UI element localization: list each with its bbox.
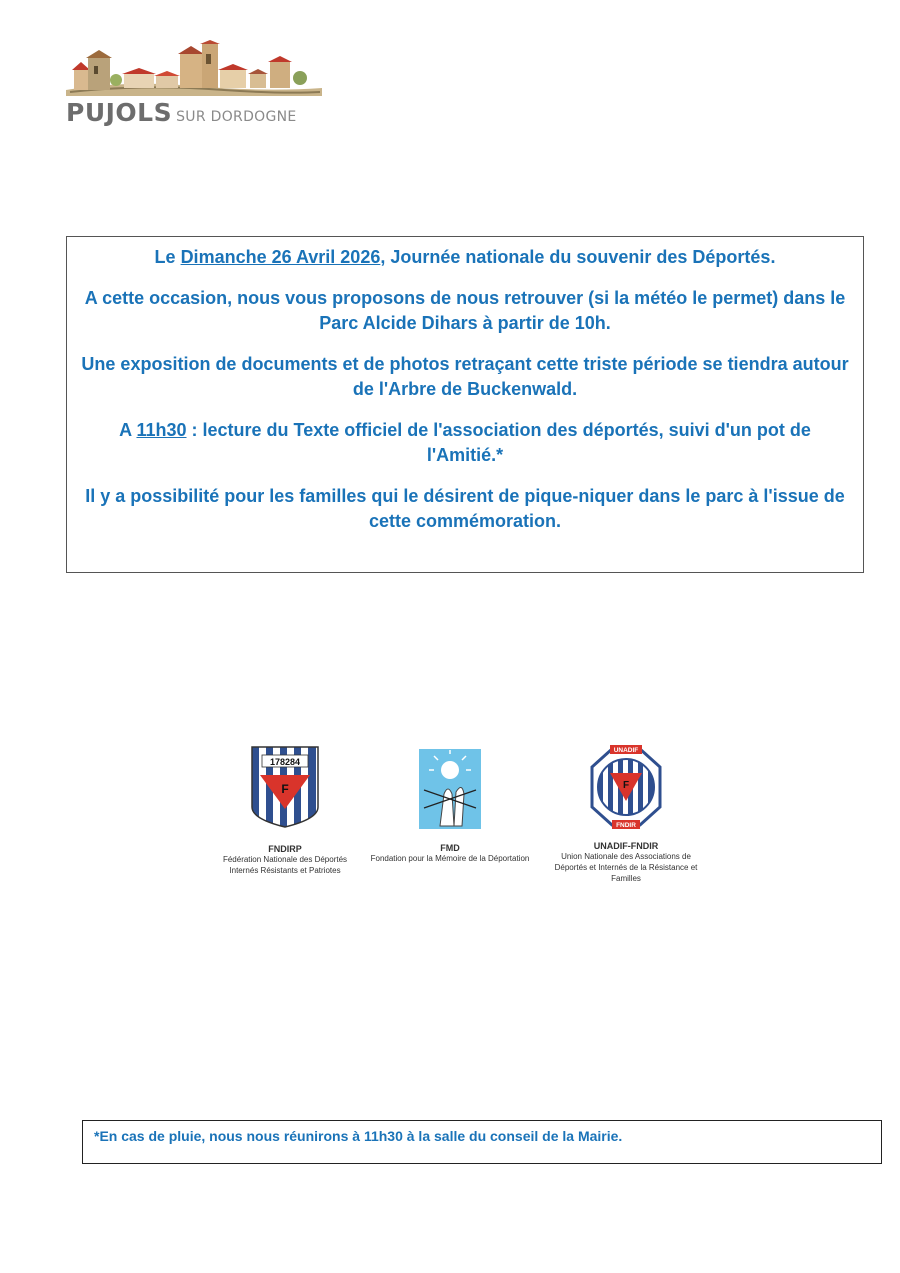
- pujols-logo: [64, 40, 326, 130]
- rain-notice-text: *En cas de pluie, nous nous réunirons à 11h30 à la salle du conseil de la Mairie.: [94, 1128, 623, 1144]
- badge-number: 178284: [269, 757, 301, 767]
- org-fmd: [360, 748, 540, 864]
- striped-shield-red-triangle-icon: [250, 745, 320, 829]
- org-fndirp: [210, 745, 360, 876]
- org-unadif-fndir: [546, 745, 706, 884]
- organization-logos: [210, 745, 710, 895]
- event-time: 11h30: [136, 420, 187, 440]
- org-abbr: FMD: [440, 843, 460, 853]
- org-full-name: Fondation pour la Mémoire de la Déportation: [370, 854, 530, 863]
- org-abbr: UNADIF-FNDIR: [593, 841, 659, 851]
- logo-name-sub: SUR DORDOGNE: [176, 109, 297, 125]
- announcement-paragraph-reading: [79, 418, 851, 468]
- logo-name-main: PUJOLS: [66, 98, 173, 127]
- hands-barbed-wire-sun-icon: [418, 748, 482, 830]
- badge-letter: F: [622, 780, 630, 791]
- announcement-text: A: [119, 420, 137, 440]
- octagon-striped-circle-red-triangle-icon: [586, 745, 666, 829]
- announcement-paragraph-date: [79, 245, 851, 270]
- badge-top-text: UNADIF: [613, 747, 639, 754]
- village-houses-illustration: [64, 40, 326, 100]
- announcement-text: , Journée nationale du souvenir des Déportés.: [380, 247, 776, 267]
- rain-notice-box: [82, 1120, 882, 1164]
- org-abbr: FNDIRP: [268, 844, 302, 854]
- badge-letter: F: [281, 782, 289, 796]
- org-full-name: Fédération Nationale des Déportés Internés Résistants et Patriotes: [222, 855, 348, 875]
- logo-wordmark: [66, 98, 297, 127]
- announcement-box: [66, 236, 864, 573]
- announcement-text: : lecture du Texte officiel de l'association des déportés, suivi d'un pot de l'Amitié.*: [186, 420, 811, 465]
- badge-bottom-text: FNDIR: [616, 822, 636, 829]
- announcement-paragraph-exhibition: Une exposition de documents et de photos retraçant cette triste période se tiendra autour de l'Arbre de Buckenwald.: [81, 354, 849, 399]
- org-full-name: Union Nationale des Associations de Déportés et Internés de la Résistance et Familles: [554, 852, 698, 883]
- announcement-paragraph-location: A cette occasion, nous vous proposons de nous retrouver (si la météo le permet) dans le Parc Alcide Dihars à partir de 10h.: [84, 288, 846, 333]
- event-date: Dimanche 26 Avril 2026: [180, 247, 381, 267]
- announcement-text: Le: [154, 247, 181, 267]
- announcement-paragraph-picnic: Il y a possibilité pour les familles qui le désirent de pique-niquer dans le parc à l'issue de cette commémoration.: [85, 486, 845, 531]
